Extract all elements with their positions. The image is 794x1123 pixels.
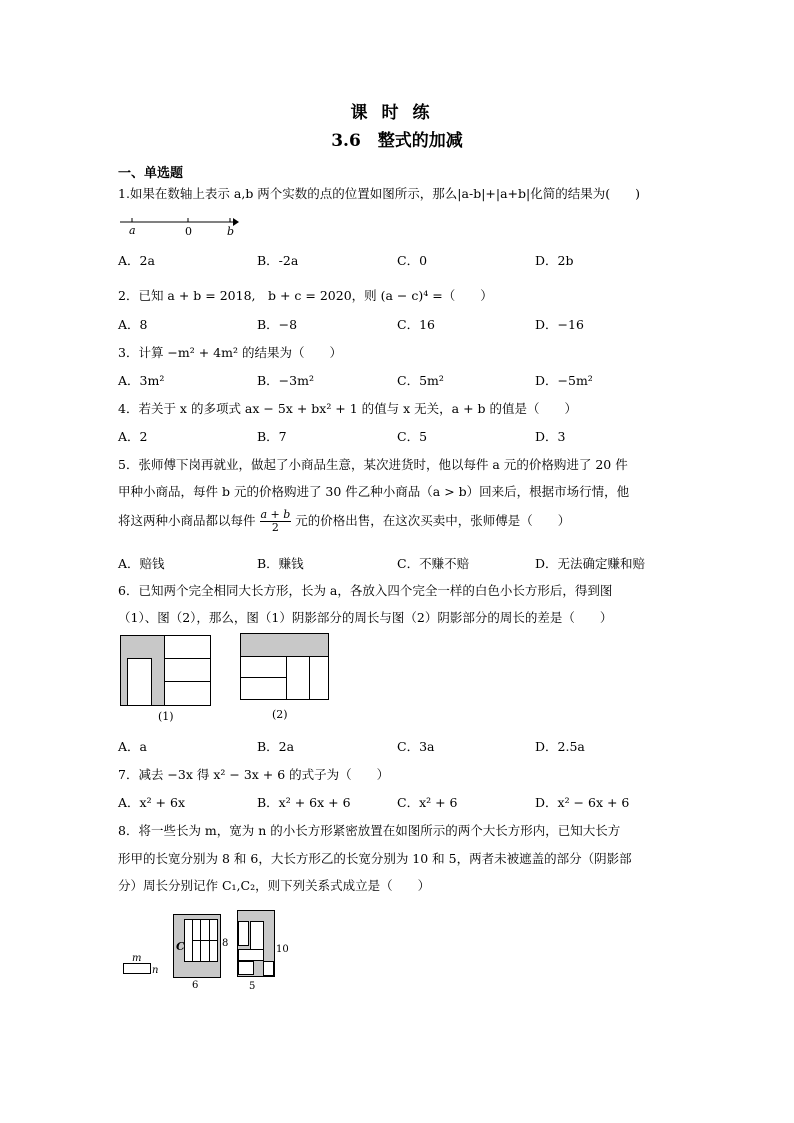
page-subtitle: 3.6 整式的加减 xyxy=(331,131,463,151)
q7-option-b: B．x² + 6x + 6 xyxy=(257,795,351,810)
yi-bottom-inner-3 xyxy=(264,962,274,976)
q1-option-c: C．0 xyxy=(397,253,428,268)
number-line-figure xyxy=(118,210,240,238)
q1-option-a: A．2a xyxy=(118,253,155,268)
q5-line3-post: 元的价格出售，在这次买卖中，张师傅是（ ） xyxy=(295,513,571,528)
question-5-stem-line2: 甲种小商品，每件 b 元的价格购进了 30 件乙种小商品（a > b）回来后，根据市场行情，他 xyxy=(118,484,630,499)
label-m: m xyxy=(132,953,142,964)
yi-bottom-inner-2 xyxy=(239,962,254,975)
question-8-stem-line3: 分）周长分别记作 C₁,C₂，则下列关系式成立是（ ） xyxy=(118,878,431,893)
yi-bottom-inner-1 xyxy=(239,950,264,961)
yi-left-inner xyxy=(239,922,249,946)
q4-option-d: D．3 xyxy=(535,429,566,444)
page-title: 课时练 xyxy=(350,103,444,123)
label-b: b xyxy=(227,225,235,238)
fig1-left-small-rect xyxy=(128,659,152,706)
question-6-stem-line1: 6．已知两个完全相同大长方形，长为 a，各放入四个完全一样的白色小长方形后，得到图 xyxy=(118,583,613,598)
question-3-stem: 3．计算 −m² + 4m² 的结果为（ ） xyxy=(118,345,342,360)
q7-option-a: A．x² + 6x xyxy=(118,795,186,810)
fig2-label: (2) xyxy=(272,708,288,721)
q5-option-b: B．赚钱 xyxy=(257,556,304,571)
question-5-stem-line1: 5．张师傅下岗再就业，做起了小商品生意，某次进货时，他以每件 a 元的价格购进了 20 件 xyxy=(118,457,628,472)
q3-option-b: B．−3m² xyxy=(257,373,314,388)
question-1-stem: 1.如果在数轴上表示 a,b 两个实数的点的位置如图所示，那么|a-b|+|a+b|化简的结果为( ) xyxy=(118,186,640,201)
label-n: n xyxy=(152,965,159,976)
label-eight: 8 xyxy=(222,938,229,949)
q6-option-d: D．2.5a xyxy=(535,739,585,754)
question-7-stem: 7．减去 −3x 得 x² − 3x + 6 的式子为（ ） xyxy=(118,767,390,782)
label-zero: 0 xyxy=(185,225,192,238)
fig1-right-block xyxy=(165,636,211,706)
fig2-top-shade xyxy=(241,634,329,657)
q4-option-b: B．7 xyxy=(257,429,287,444)
q2-option-c: C．16 xyxy=(397,317,435,332)
q6-option-b: B．2a xyxy=(257,739,295,754)
label-ten: 10 xyxy=(276,944,289,955)
q5-fraction-denominator: 2 xyxy=(271,521,279,534)
q5-fraction-numerator: a + b xyxy=(260,508,291,521)
q6-option-a: A．a xyxy=(118,739,147,754)
q6-figure-1 xyxy=(118,632,214,728)
q2-option-b: B．−8 xyxy=(257,317,298,332)
q5-fraction xyxy=(260,509,292,534)
q5-option-c: C．不赚不赔 xyxy=(397,556,470,571)
q5-line3-pre: 将这两种小商品都以每件 xyxy=(118,513,256,528)
question-8-stem-line2: 形甲的长宽分别为 8 和 6，大长方形乙的长宽分别为 10 和 5，两者未被遮盖的部分（阴影部 xyxy=(118,851,632,866)
small-rect-mn xyxy=(124,964,151,974)
label-a: a xyxy=(129,224,136,237)
q1-option-b: B．-2a xyxy=(257,253,299,268)
q4-option-a: A．2 xyxy=(118,429,148,444)
fig1-label: (1) xyxy=(158,710,174,723)
q4-option-c: C．5 xyxy=(397,429,428,444)
q8-figure xyxy=(118,908,298,994)
label-c: C xyxy=(176,940,185,953)
q7-option-c: C．x² + 6 xyxy=(397,795,458,810)
label-six: 6 xyxy=(192,980,199,991)
q2-option-d: D．−16 xyxy=(535,317,584,332)
q1-option-d: D．2b xyxy=(535,253,574,268)
q2-option-a: A．8 xyxy=(118,317,148,332)
q5-option-a: A．赔钱 xyxy=(118,556,165,571)
q7-option-d: D．x² − 6x + 6 xyxy=(535,795,630,810)
question-5-stem-line3 xyxy=(118,509,570,534)
q3-option-c: C．5m² xyxy=(397,373,444,388)
label-five: 5 xyxy=(249,981,256,992)
question-8-stem-line1: 8．将一些长为 m，宽为 n 的小长方形紧密放置在如图所示的两个大长方形内，已知大长方 xyxy=(118,823,621,838)
q6-option-c: C．3a xyxy=(397,739,435,754)
q3-option-a: A．3m² xyxy=(118,373,165,388)
question-4-stem: 4．若关于 x 的多项式 ax − 5x + bx² + 1 的值与 x 无关，a + b 的值是（ ） xyxy=(118,401,578,416)
q3-option-d: D．−5m² xyxy=(535,373,593,388)
section-heading: 一、单选题 xyxy=(118,166,184,181)
question-6-stem-line2: （1）、图（2），那么，图（1）阴影部分的周长与图（2）阴影部分的周长的差是（ ） xyxy=(118,610,613,625)
yi-mid-inner xyxy=(251,922,264,950)
q5-option-d: D．无法确定赚和赔 xyxy=(535,556,646,571)
question-2-stem: 2．已知 a + b = 2018, b + c = 2020，则 (a − c)⁴ =（ ） xyxy=(118,288,493,303)
q6-figure-2 xyxy=(238,632,332,726)
